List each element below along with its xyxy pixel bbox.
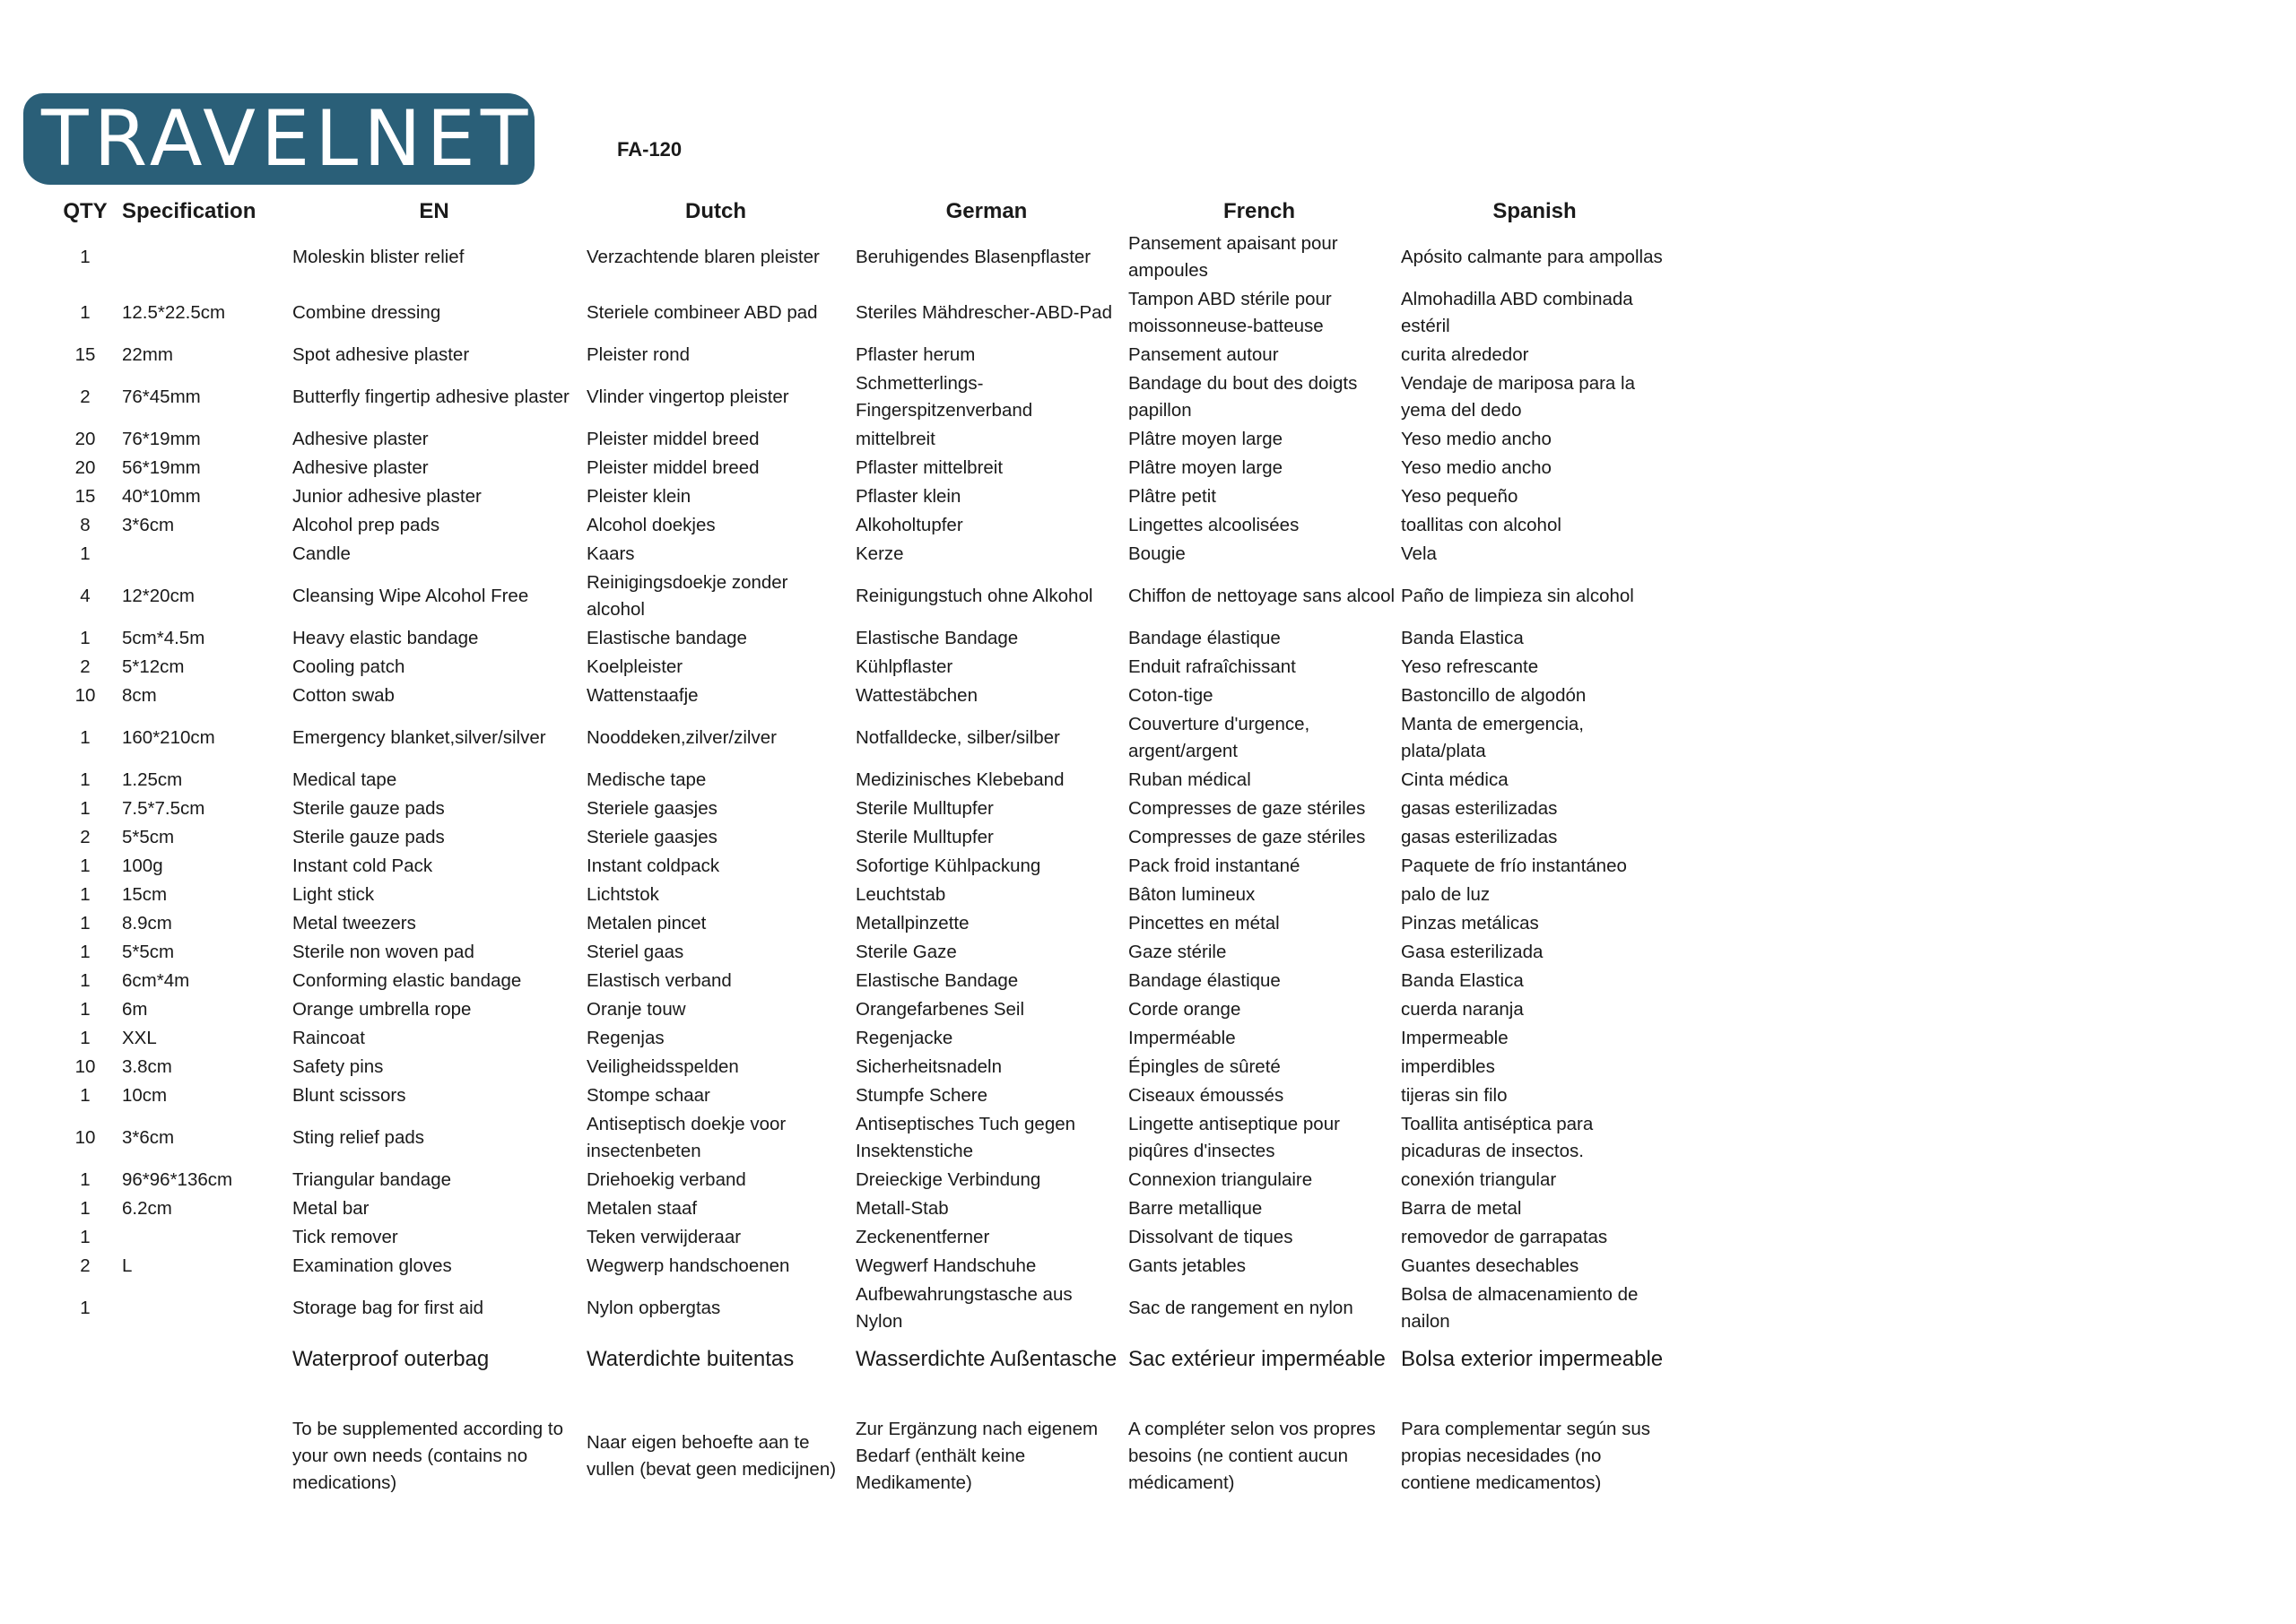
item-german: Pflaster mittelbreit bbox=[856, 457, 1004, 478]
item-french: Chiffon de nettoyage sans alcool bbox=[1128, 586, 1396, 606]
item-specification: 160*210cm bbox=[122, 727, 215, 748]
item-french: Gants jetables bbox=[1128, 1255, 1247, 1276]
item-specification bbox=[117, 1223, 287, 1252]
outerbag-dutch: Waterdichte buitentas bbox=[587, 1347, 795, 1371]
table-row bbox=[54, 1223, 1674, 1252]
table-row bbox=[54, 1024, 1674, 1053]
item-german: Kerze bbox=[856, 543, 904, 564]
item-en: Metal tweezers bbox=[292, 913, 416, 934]
item-french: Lingette antiseptique pour piqûres d'insectes bbox=[1128, 1114, 1340, 1161]
item-french: Pincettes en métal bbox=[1128, 913, 1280, 934]
table-row bbox=[54, 425, 1674, 454]
item-spanish: gasas esterilizadas bbox=[1401, 827, 1558, 847]
item-qty: 10 bbox=[74, 1127, 96, 1148]
item-specification: 5*12cm bbox=[122, 656, 185, 677]
item-en: Blunt scissors bbox=[292, 1085, 406, 1106]
item-en: Medical tape bbox=[292, 769, 397, 790]
item-french: Pansement autour bbox=[1128, 344, 1279, 365]
item-specification: 12*20cm bbox=[122, 586, 195, 606]
item-dutch: Antiseptisch doekje voor insectenbeten bbox=[587, 1114, 787, 1161]
item-qty: 1 bbox=[80, 1028, 91, 1048]
item-french: Coton-tige bbox=[1128, 685, 1213, 706]
item-spanish: Bolsa de almacenamiento de nailon bbox=[1401, 1284, 1639, 1332]
item-en: Orange umbrella rope bbox=[292, 999, 472, 1020]
note-french: A compléter selon vos propres besoins (ne contient aucun médicament) bbox=[1128, 1419, 1376, 1493]
item-german: Elastische Bandage bbox=[856, 970, 1019, 991]
item-qty: 1 bbox=[80, 1298, 91, 1318]
item-qty: 1 bbox=[80, 247, 91, 267]
item-specification: 76*19mm bbox=[122, 429, 201, 449]
item-en: Safety pins bbox=[292, 1056, 384, 1077]
item-spanish: removedor de garrapatas bbox=[1401, 1227, 1608, 1247]
item-spanish: Almohadilla ABD combinada estéril bbox=[1401, 289, 1633, 336]
outerbag-spanish: Bolsa exterior impermeable bbox=[1401, 1347, 1664, 1371]
table-row bbox=[54, 454, 1674, 482]
item-french: Ruban médical bbox=[1128, 769, 1251, 790]
item-en: Adhesive plaster bbox=[292, 429, 429, 449]
item-en: Examination gloves bbox=[292, 1255, 452, 1276]
item-french: Plâtre moyen large bbox=[1128, 429, 1283, 449]
item-french: Bougie bbox=[1128, 543, 1186, 564]
item-spanish: Impermeable bbox=[1401, 1028, 1509, 1048]
item-spanish: conexión triangular bbox=[1401, 1169, 1557, 1190]
item-qty: 1 bbox=[80, 628, 91, 648]
table-row bbox=[54, 540, 1674, 569]
item-spanish: gasas esterilizadas bbox=[1401, 798, 1558, 819]
item-french: Enduit rafraîchissant bbox=[1128, 656, 1296, 677]
item-qty: 1 bbox=[80, 1227, 91, 1247]
item-en: Spot adhesive plaster bbox=[292, 344, 470, 365]
item-specification: 40*10mm bbox=[122, 486, 201, 507]
item-spanish: Guantes desechables bbox=[1401, 1255, 1579, 1276]
item-specification bbox=[117, 540, 287, 569]
item-german: Steriles Mähdrescher-ABD-Pad bbox=[856, 302, 1112, 323]
item-dutch: Steriele gaasjes bbox=[587, 827, 718, 847]
item-spanish: curita alrededor bbox=[1401, 344, 1529, 365]
item-german: Pflaster herum bbox=[856, 344, 976, 365]
item-dutch: Wattenstaafje bbox=[587, 685, 699, 706]
table-row bbox=[54, 682, 1674, 710]
note-en: To be supplemented according to your own needs (contains no medications) bbox=[292, 1419, 564, 1493]
item-qty: 1 bbox=[80, 543, 91, 564]
item-french: Imperméable bbox=[1128, 1028, 1236, 1048]
item-specification: XXL bbox=[122, 1028, 157, 1048]
item-german: Sicherheitsnadeln bbox=[856, 1056, 1002, 1077]
item-en: Raincoat bbox=[292, 1028, 365, 1048]
item-specification: 6m bbox=[122, 999, 148, 1020]
item-dutch: Vlinder vingertop pleister bbox=[587, 386, 789, 407]
item-en: Instant cold Pack bbox=[292, 855, 433, 876]
outerbag-french: Sac extérieur imperméable bbox=[1128, 1347, 1386, 1371]
item-german: Notfalldecke, silber/silber bbox=[856, 727, 1060, 748]
outerbag-en: Waterproof outerbag bbox=[292, 1347, 490, 1371]
table-row bbox=[54, 1081, 1674, 1110]
item-dutch: Driehoekig verband bbox=[587, 1169, 746, 1190]
item-rows bbox=[54, 230, 1674, 1336]
item-french: Sac de rangement en nylon bbox=[1128, 1298, 1353, 1318]
header-specification: Specification bbox=[122, 199, 257, 223]
item-en: Triangular bandage bbox=[292, 1169, 452, 1190]
item-german: Zeckenentferner bbox=[856, 1227, 990, 1247]
item-german: Sterile Gaze bbox=[856, 942, 957, 962]
item-qty: 10 bbox=[74, 1056, 96, 1077]
header-row bbox=[54, 194, 1674, 230]
item-qty: 1 bbox=[80, 999, 91, 1020]
item-german: Orangefarbenes Seil bbox=[856, 999, 1025, 1020]
item-specification: 8.9cm bbox=[122, 913, 172, 934]
item-spanish: Bastoncillo de algodón bbox=[1401, 685, 1587, 706]
item-en: Metal bar bbox=[292, 1198, 370, 1219]
item-french: Lingettes alcoolisées bbox=[1128, 515, 1300, 535]
item-spanish: Paño de limpieza sin alcohol bbox=[1401, 586, 1634, 606]
table-row bbox=[54, 1281, 1674, 1336]
item-dutch: Teken verwijderaar bbox=[587, 1227, 742, 1247]
table-row bbox=[54, 852, 1674, 881]
item-french: Épingles de sûreté bbox=[1128, 1056, 1281, 1077]
item-qty: 1 bbox=[80, 942, 91, 962]
item-dutch: Elastisch verband bbox=[587, 970, 732, 991]
item-specification: 56*19mm bbox=[122, 457, 201, 478]
table-row bbox=[54, 795, 1674, 823]
item-en: Junior adhesive plaster bbox=[292, 486, 482, 507]
item-german: Beruhigendes Blasenpflaster bbox=[856, 247, 1091, 267]
item-specification bbox=[117, 1281, 287, 1336]
item-qty: 1 bbox=[80, 798, 91, 819]
table-row bbox=[54, 569, 1674, 624]
item-german: mittelbreit bbox=[856, 429, 935, 449]
item-german: Elastische Bandage bbox=[856, 628, 1019, 648]
table-row bbox=[54, 230, 1674, 285]
item-spanish: Barra de metal bbox=[1401, 1198, 1522, 1219]
item-french: Plâtre moyen large bbox=[1128, 457, 1283, 478]
item-dutch: Alcohol doekjes bbox=[587, 515, 716, 535]
item-german: Wegwerf Handschuhe bbox=[856, 1255, 1037, 1276]
outerbag-row bbox=[54, 1336, 1674, 1383]
item-dutch: Pleister rond bbox=[587, 344, 691, 365]
item-specification: 1.25cm bbox=[122, 769, 183, 790]
item-spanish: Yeso pequeño bbox=[1401, 486, 1518, 507]
item-spanish: Paquete de frío instantáneo bbox=[1401, 855, 1627, 876]
item-french: Corde orange bbox=[1128, 999, 1241, 1020]
item-specification: 12.5*22.5cm bbox=[122, 302, 226, 323]
item-qty: 1 bbox=[80, 970, 91, 991]
item-specification: 5*5cm bbox=[122, 827, 175, 847]
item-specification: 3*6cm bbox=[122, 1127, 175, 1148]
item-qty: 1 bbox=[80, 913, 91, 934]
item-en: Sterile gauze pads bbox=[292, 827, 445, 847]
item-german: Sterile Mulltupfer bbox=[856, 798, 994, 819]
item-qty: 1 bbox=[80, 884, 91, 905]
item-dutch: Oranje touw bbox=[587, 999, 686, 1020]
item-dutch: Metalen staaf bbox=[587, 1198, 698, 1219]
item-dutch: Instant coldpack bbox=[587, 855, 720, 876]
item-qty: 2 bbox=[80, 656, 91, 677]
item-spanish: Yeso medio ancho bbox=[1401, 429, 1552, 449]
table-row bbox=[54, 766, 1674, 795]
item-french: Connexion triangulaire bbox=[1128, 1169, 1313, 1190]
item-spanish: Manta de emergencia, plata/plata bbox=[1401, 714, 1584, 761]
item-specification: 100g bbox=[122, 855, 163, 876]
item-specification: 8cm bbox=[122, 685, 157, 706]
item-qty: 4 bbox=[80, 586, 91, 606]
contents-table bbox=[54, 194, 1674, 1498]
item-french: Compresses de gaze stériles bbox=[1128, 827, 1366, 847]
item-specification: 7.5*7.5cm bbox=[122, 798, 205, 819]
item-spanish: Cinta médica bbox=[1401, 769, 1509, 790]
item-en: Alcohol prep pads bbox=[292, 515, 440, 535]
item-french: Couverture d'urgence, argent/argent bbox=[1128, 714, 1310, 761]
item-spanish: Apósito calmante para ampollas bbox=[1401, 247, 1663, 267]
item-spanish: palo de luz bbox=[1401, 884, 1491, 905]
outerbag-spec bbox=[117, 1336, 287, 1383]
item-dutch: Pleister middel breed bbox=[587, 429, 760, 449]
item-spanish: Toallita antiséptica para picaduras de insectos. bbox=[1401, 1114, 1594, 1161]
item-german: Aufbewahrungstasche aus Nylon bbox=[856, 1284, 1073, 1332]
item-en: Moleskin blister relief bbox=[292, 247, 465, 267]
item-qty: 15 bbox=[74, 486, 96, 507]
item-dutch: Regenjas bbox=[587, 1028, 665, 1048]
item-specification: 96*96*136cm bbox=[122, 1169, 233, 1190]
item-dutch: Pleister klein bbox=[587, 486, 691, 507]
item-en: Cotton swab bbox=[292, 685, 395, 706]
item-german: Medizinisches Klebeband bbox=[856, 769, 1065, 790]
item-french: Gaze stérile bbox=[1128, 942, 1227, 962]
item-qty: 8 bbox=[80, 515, 91, 535]
item-dutch: Koelpleister bbox=[587, 656, 683, 677]
note-german: Zur Ergänzung nach eigenem Bedarf (enthält keine Medikamente) bbox=[856, 1419, 1099, 1493]
item-dutch: Nylon opbergtas bbox=[587, 1298, 721, 1318]
item-french: Compresses de gaze stériles bbox=[1128, 798, 1366, 819]
item-spanish: cuerda naranja bbox=[1401, 999, 1524, 1020]
item-spanish: Vendaje de mariposa para la yema del dedo bbox=[1401, 373, 1635, 421]
table-row bbox=[54, 909, 1674, 938]
item-spanish: Yeso refrescante bbox=[1401, 656, 1539, 677]
item-en: Conforming elastic bandage bbox=[292, 970, 522, 991]
logo-text: TRAVELNET bbox=[41, 94, 534, 184]
table-row bbox=[54, 823, 1674, 852]
item-qty: 1 bbox=[80, 302, 91, 323]
item-german: Antiseptisches Tuch gegen Insektenstiche bbox=[856, 1114, 1076, 1161]
item-french: Bandage élastique bbox=[1128, 628, 1281, 648]
outerbag-german: Wasserdichte Außentasche bbox=[856, 1347, 1118, 1371]
table-row bbox=[54, 1053, 1674, 1081]
item-french: Pansement apaisant pour ampoules bbox=[1128, 233, 1338, 281]
item-qty: 1 bbox=[80, 855, 91, 876]
header-german: German bbox=[945, 199, 1028, 223]
item-german: Metall-Stab bbox=[856, 1198, 949, 1219]
item-qty: 2 bbox=[80, 1255, 91, 1276]
item-qty: 15 bbox=[74, 344, 96, 365]
item-qty: 20 bbox=[74, 457, 96, 478]
item-en: Heavy elastic bandage bbox=[292, 628, 479, 648]
item-dutch: Steriel gaas bbox=[587, 942, 684, 962]
item-en: Storage bag for first aid bbox=[292, 1298, 484, 1318]
item-french: Bâton lumineux bbox=[1128, 884, 1256, 905]
item-french: Bandage du bout des doigts papillon bbox=[1128, 373, 1358, 421]
item-german: Wattestäbchen bbox=[856, 685, 978, 706]
item-spanish: tijeras sin filo bbox=[1401, 1085, 1508, 1106]
item-dutch: Reinigingsdoekje zonder alcohol bbox=[587, 572, 788, 620]
item-german: Pflaster klein bbox=[856, 486, 961, 507]
item-dutch: Medische tape bbox=[587, 769, 707, 790]
item-qty: 10 bbox=[74, 685, 96, 706]
item-en: Candle bbox=[292, 543, 351, 564]
item-spanish: Pinzas metálicas bbox=[1401, 913, 1539, 934]
item-en: Emergency blanket,silver/silver bbox=[292, 727, 546, 748]
header-en: EN bbox=[419, 199, 449, 223]
item-german: Alkoholtupfer bbox=[856, 515, 963, 535]
note-row bbox=[54, 1415, 1674, 1498]
table-row bbox=[54, 341, 1674, 369]
item-specification: L bbox=[122, 1255, 133, 1276]
table-row bbox=[54, 653, 1674, 682]
item-specification: 10cm bbox=[122, 1085, 168, 1106]
item-specification: 22mm bbox=[122, 344, 173, 365]
item-specification: 76*45mm bbox=[122, 386, 201, 407]
outerbag-qty bbox=[54, 1336, 117, 1383]
item-dutch: Steriele combineer ABD pad bbox=[587, 302, 818, 323]
item-en: Sterile non woven pad bbox=[292, 942, 474, 962]
item-specification: 3.8cm bbox=[122, 1056, 172, 1077]
item-qty: 1 bbox=[80, 1198, 91, 1219]
item-specification: 3*6cm bbox=[122, 515, 175, 535]
table-row bbox=[54, 1252, 1674, 1281]
item-dutch: Verzachtende blaren pleister bbox=[587, 247, 820, 267]
item-german: Dreieckige Verbindung bbox=[856, 1169, 1041, 1190]
header-spanish: Spanish bbox=[1492, 199, 1577, 223]
item-qty: 2 bbox=[80, 386, 91, 407]
item-french: Barre metallique bbox=[1128, 1198, 1263, 1219]
item-qty: 20 bbox=[74, 429, 96, 449]
spacer-row bbox=[54, 1383, 1674, 1415]
item-german: Sofortige Kühlpackung bbox=[856, 855, 1041, 876]
item-german: Metallpinzette bbox=[856, 913, 970, 934]
table-row bbox=[54, 938, 1674, 967]
item-dutch: Steriele gaasjes bbox=[587, 798, 718, 819]
table-row bbox=[54, 482, 1674, 511]
item-spanish: Vela bbox=[1401, 543, 1437, 564]
item-dutch: Wegwerp handschoenen bbox=[587, 1255, 790, 1276]
item-en: Tick remover bbox=[292, 1227, 398, 1247]
table-row bbox=[54, 285, 1674, 341]
item-spanish: Banda Elastica bbox=[1401, 628, 1524, 648]
table-row bbox=[54, 1194, 1674, 1223]
table-row bbox=[54, 369, 1674, 425]
table-row bbox=[54, 995, 1674, 1024]
item-spanish: Gasa esterilizada bbox=[1401, 942, 1544, 962]
item-french: Pack froid instantané bbox=[1128, 855, 1300, 876]
item-german: Kühlpflaster bbox=[856, 656, 953, 677]
item-specification: 5cm*4.5m bbox=[122, 628, 205, 648]
header-qty: QTY bbox=[63, 199, 108, 223]
item-german: Sterile Mulltupfer bbox=[856, 827, 994, 847]
table-row bbox=[54, 1110, 1674, 1166]
item-german: Stumpfe Schere bbox=[856, 1085, 987, 1106]
item-french: Dissolvant de tiques bbox=[1128, 1227, 1293, 1247]
item-spanish: toallitas con alcohol bbox=[1401, 515, 1561, 535]
header-french: French bbox=[1222, 199, 1295, 223]
table-row bbox=[54, 624, 1674, 653]
item-german: Schmetterlings-Fingerspitzenverband bbox=[856, 373, 1033, 421]
item-dutch: Stompe schaar bbox=[587, 1085, 710, 1106]
model-number: FA-120 bbox=[617, 138, 683, 161]
table-row bbox=[54, 1166, 1674, 1194]
table-row bbox=[54, 881, 1674, 909]
item-specification bbox=[117, 230, 287, 285]
item-specification: 15cm bbox=[122, 884, 168, 905]
item-french: Bandage élastique bbox=[1128, 970, 1281, 991]
item-en: Butterfly fingertip adhesive plaster bbox=[292, 386, 570, 407]
item-qty: 1 bbox=[80, 769, 91, 790]
item-qty: 1 bbox=[80, 1085, 91, 1106]
item-en: Adhesive plaster bbox=[292, 457, 429, 478]
header-dutch: Dutch bbox=[685, 199, 746, 223]
item-dutch: Lichtstok bbox=[587, 884, 659, 905]
item-dutch: Kaars bbox=[587, 543, 635, 564]
table-row bbox=[54, 710, 1674, 766]
item-specification: 5*5cm bbox=[122, 942, 175, 962]
item-en: Cleansing Wipe Alcohol Free bbox=[292, 586, 529, 606]
table-row bbox=[54, 967, 1674, 995]
item-dutch: Pleister middel breed bbox=[587, 457, 760, 478]
item-en: Cooling patch bbox=[292, 656, 405, 677]
item-en: Combine dressing bbox=[292, 302, 441, 323]
item-spanish: imperdibles bbox=[1401, 1056, 1495, 1077]
item-en: Sting relief pads bbox=[292, 1127, 425, 1148]
item-dutch: Elastische bandage bbox=[587, 628, 747, 648]
item-en: Light stick bbox=[292, 884, 375, 905]
table-row bbox=[54, 511, 1674, 540]
item-dutch: Nooddeken,zilver/zilver bbox=[587, 727, 777, 748]
item-french: Tampon ABD stérile pour moissonneuse-batteuse bbox=[1128, 289, 1332, 336]
item-dutch: Metalen pincet bbox=[587, 913, 707, 934]
item-german: Reinigungstuch ohne Alkohol bbox=[856, 586, 1093, 606]
item-qty: 2 bbox=[80, 827, 91, 847]
item-spanish: Banda Elastica bbox=[1401, 970, 1524, 991]
item-german: Regenjacke bbox=[856, 1028, 953, 1048]
item-dutch: Veiligheidsspelden bbox=[587, 1056, 739, 1077]
item-qty: 1 bbox=[80, 727, 91, 748]
item-french: Plâtre petit bbox=[1128, 486, 1216, 507]
item-en: Sterile gauze pads bbox=[292, 798, 445, 819]
item-german: Leuchtstab bbox=[856, 884, 946, 905]
item-specification: 6.2cm bbox=[122, 1198, 172, 1219]
item-spanish: Yeso medio ancho bbox=[1401, 457, 1552, 478]
travelnet-logo bbox=[23, 93, 535, 185]
note-dutch: Naar eigen behoefte aan te vullen (bevat geen medicijnen) bbox=[587, 1432, 837, 1480]
item-french: Ciseaux émoussés bbox=[1128, 1085, 1284, 1106]
item-qty: 1 bbox=[80, 1169, 91, 1190]
note-spanish: Para complementar según sus propias necesidades (no contiene medicamentos) bbox=[1401, 1419, 1651, 1493]
item-specification: 6cm*4m bbox=[122, 970, 190, 991]
